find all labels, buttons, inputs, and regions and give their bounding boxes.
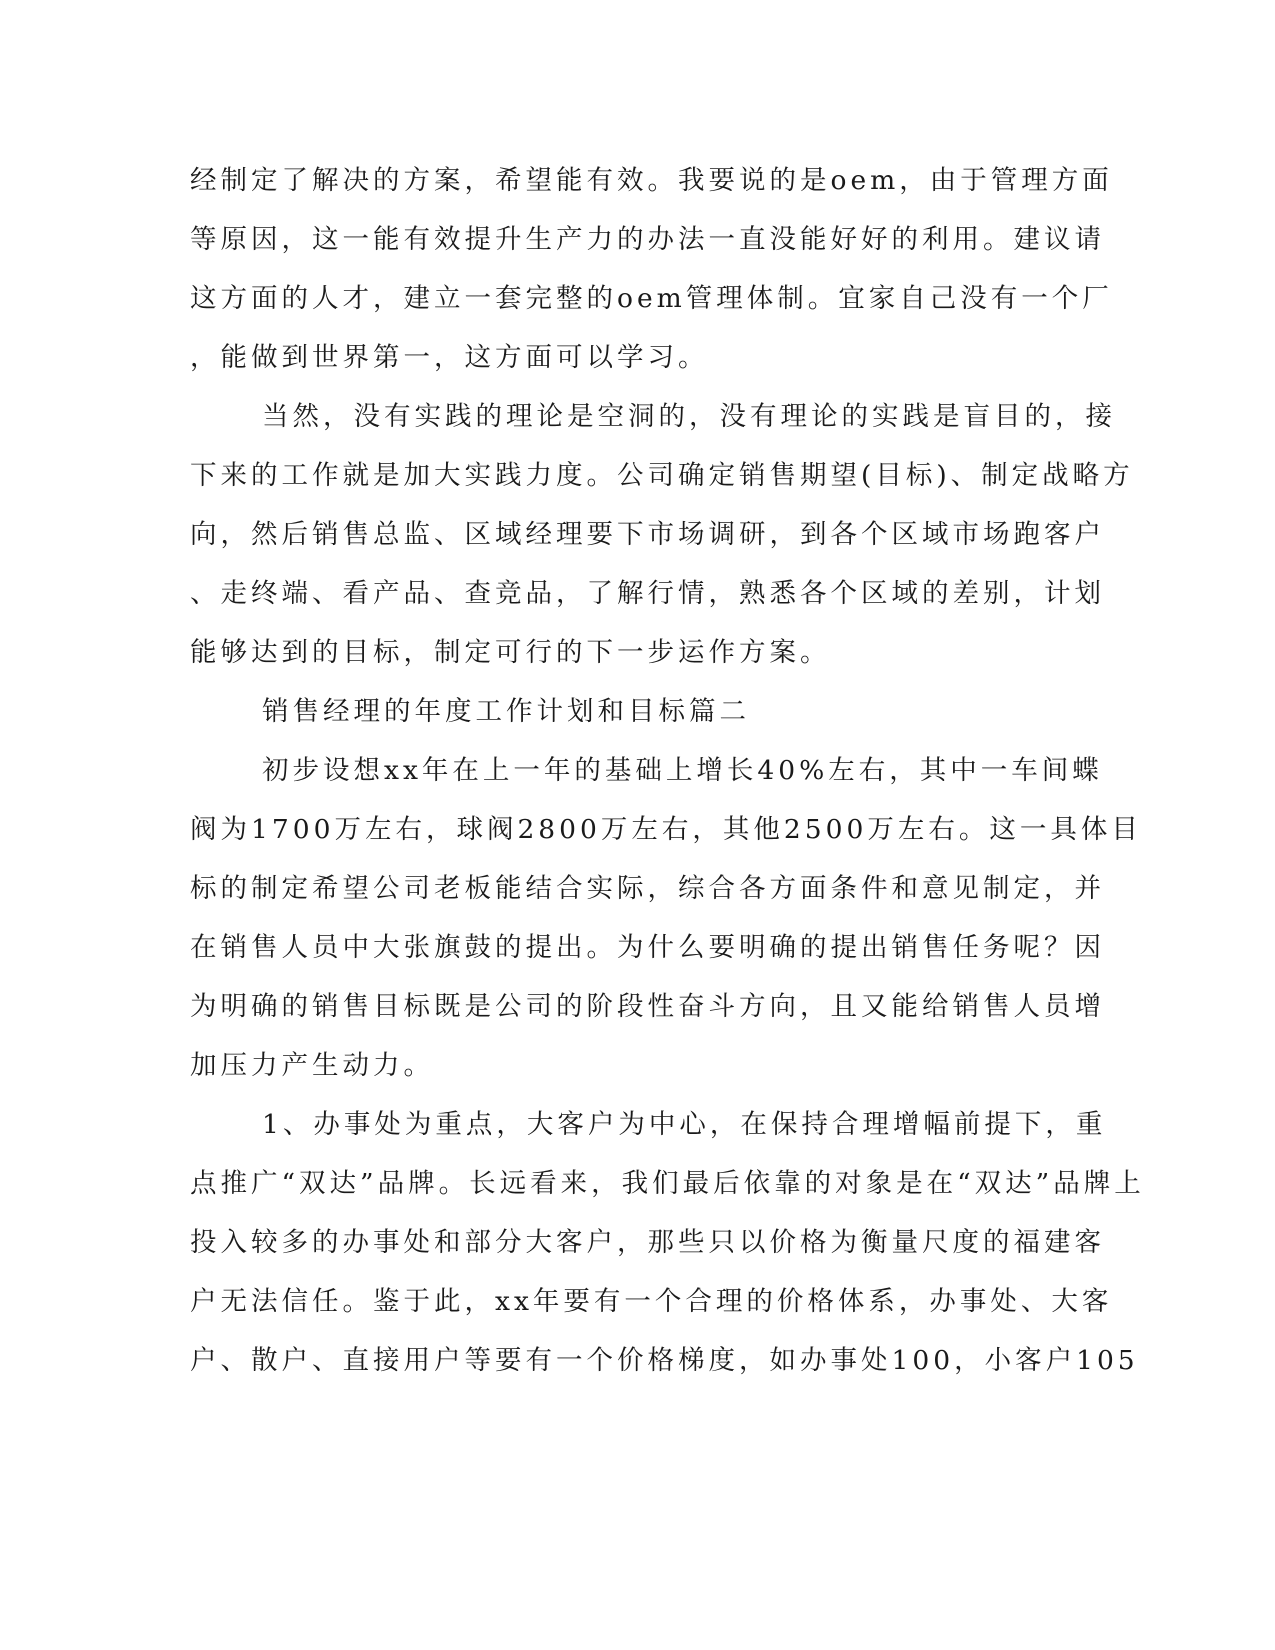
text-line: 加压力产生动力。: [190, 1050, 434, 1081]
text-line: 向，然后销售总监、区域经理要下市场调研，到各个区域市场跑客户: [190, 519, 1105, 550]
paragraph-first-line: 1、办事处为重点，大客户为中心，在保持合理增幅前提下，重: [262, 1109, 1107, 1140]
text-line: 在销售人员中大张旗鼓的提出。为什么要明确的提出销售任务呢？因: [190, 932, 1105, 963]
paragraph-first-line: 当然，没有实践的理论是空洞的，没有理论的实践是盲目的，接: [262, 401, 1116, 432]
text-line: 下来的工作就是加大实践力度。公司确定销售期望(目标)、制定战略方: [190, 460, 1134, 491]
text-line: 阀为1700万左右，球阀2800万左右，其他2500万左右。这一具体目: [190, 814, 1142, 845]
text-line: 、走终端、看产品、查竞品，了解行情，熟悉各个区域的差别，计划: [190, 578, 1105, 609]
text-line: 等原因，这一能有效提升生产力的办法一直没能好好的利用。建议请: [190, 224, 1105, 255]
text-line: 这方面的人才，建立一套完整的oem管理体制。宜家自己没有一个厂: [190, 283, 1113, 314]
paragraph-first-line: 初步设想xx年在上一年的基础上增长40%左右，其中一车间蝶: [262, 755, 1103, 786]
text-line: ，能做到世界第一，这方面可以学习。: [190, 342, 709, 373]
text-line: 标的制定希望公司老板能结合实际，综合各方面条件和意见制定，并: [190, 873, 1105, 904]
section-heading: 销售经理的年度工作计划和目标篇二: [262, 696, 750, 727]
text-line: 投入较多的办事处和部分大客户，那些只以价格为衡量尺度的福建客: [190, 1227, 1105, 1258]
text-line: 能够达到的目标，制定可行的下一步运作方案。: [190, 637, 831, 668]
text-line: 为明确的销售目标既是公司的阶段性奋斗方向，且又能给销售人员增: [190, 991, 1105, 1022]
text-line: 经制定了解决的方案，希望能有效。我要说的是oem，由于管理方面: [190, 165, 1113, 196]
text-line: 户、散户、直接用户等要有一个价格梯度，如办事处100，小客户105: [190, 1345, 1139, 1376]
text-line: 户无法信任。鉴于此，xx年要有一个合理的价格体系，办事处、大客: [190, 1286, 1113, 1317]
text-line: 点推广“双达”品牌。长远看来，我们最后依靠的对象是在“双达”品牌上: [190, 1168, 1145, 1199]
